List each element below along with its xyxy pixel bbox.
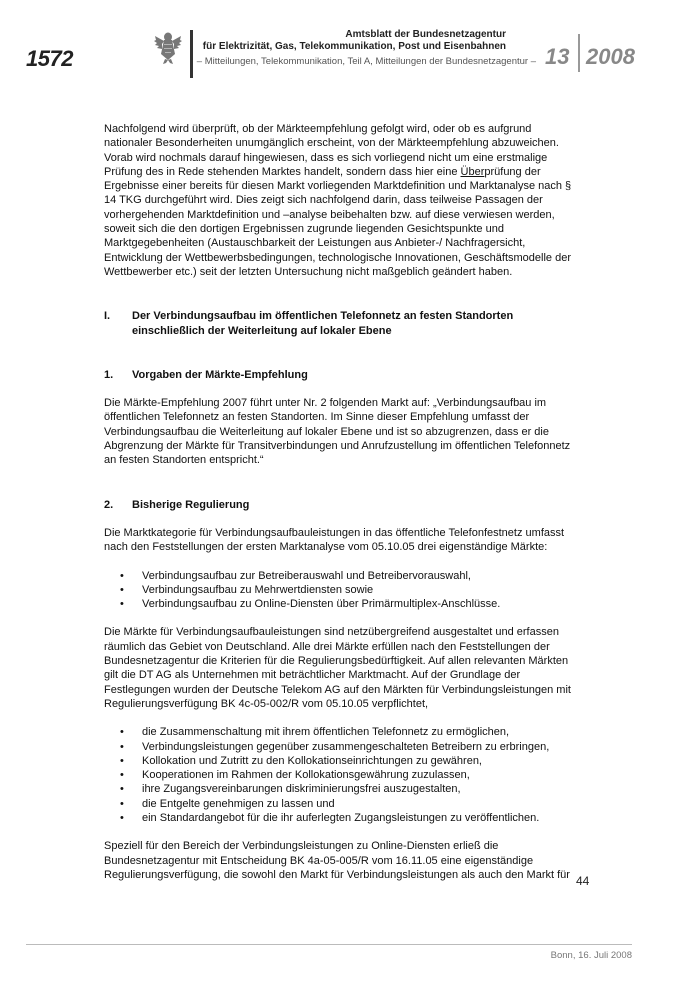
section-1-paragraph: Die Märkte-Empfehlung 2007 führt unter Nr. 2 folgenden Markt auf: „Verbindungsaufbau im öffentlichen Telefonnetz an festen Standorten. Im Sinne dieser Empfehlung umfasst der Verbindungsaufbau die Weiterleitung auf lokaler Ebene und ist so abzugrenzen, dass er die Abgrenzung der Märkte für Transitverbindungen und Anrufzustellung im öffentlichen Telefonnetz an festen Standorten entspricht.“: [104, 397, 571, 467]
document-body: [104, 122, 574, 882]
issue-divider: [578, 34, 580, 72]
obligations-list: [104, 725, 574, 825]
underlined-word: Über: [460, 165, 485, 178]
section-number: I.: [104, 310, 111, 323]
list-item: • Verbindungsleistungen gegenüber zusammengeschalteten Betreibern zu erbringen,: [104, 740, 574, 754]
footer-date: Bonn, 16. Juli 2008: [550, 950, 632, 961]
list-item: • ein Standardangebot für die ihr auferlegten Zugangsleistungen zu veröffentlichen.: [104, 811, 574, 825]
journal-section: – Mitteilungen, Telekommunikation, Teil A, Mitteilungen der Bundesnetzagentur –: [196, 56, 536, 67]
section-2-paragraph-3: Speziell für den Bereich der Verbindungsleistungen zu Online-Diensten erließ die Bundesnetzagentur mit Entscheidung BK 4a-05-005/R vom 16.11.05 eine eigenständige Regulierungsverfügung, die sowohl den Markt für Verbindungsleistungen als auch den Markt für: [104, 840, 570, 881]
section-number: 1.: [104, 368, 114, 381]
section-2-paragraph-1: Die Marktkategorie für Verbindungsaufbauleistungen in das öffentliche Telefonfestnetz umfasst nach den Feststellungen der ersten Marktanalyse vom 05.10.05 drei eigenständige Märkte:: [104, 526, 565, 554]
intro-paragraph: Nachfolgend wird überprüft, ob der Märkteempfehlung gefolgt wird, oder ob es aufgrund nationaler Besonderheiten unumgänglich erscheint, von der Märkteempfehlung abzuweichen. Vorab wird nochmals darauf hingewiesen, dass es sich vorliegend nicht um eine erstmalige Prüfung des in Rede stehenden Marktes handelt, sondern dass hier eine Überprüfung der Ergebnisse einer bereits für diesen Markt vorliegenden Marktdefinition und Marktanalyse nach § 14 TKG durchgeführt wird. Dies zeigt sich nachfolgend darin, dass teilweise Passagen der vorhergehenden Marktdefinition und –analyse beibehalten bzw. auf diese verwiesen werden, soweit sich die den dortigen Ergebnissen zugrunde liegenden Gesichtspunkte und Marktgegebenheiten (Austauschbarkeit der Leistungen aus Anbieter-/ Nachfragersicht, Entwicklung der Wettbewerbsbedingungen, technologische Innovationen, Geschäftsmodelle der Wettbewerber etc.) seit der letzten Untersuchung nicht maßgeblich geändert haben.: [104, 123, 572, 278]
list-item: • Verbindungsaufbau zu Online-Diensten über Primärmultiplex-Anschlüsse.: [104, 597, 574, 611]
list-item: • Kollokation und Zutritt zu den Kollokationseinrichtungen zu gewähren,: [104, 754, 574, 768]
section-2-paragraph-2: Die Märkte für Verbindungsaufbauleistungen sind netzübergreifend ausgestaltet und erfassen räumlich das Gebiet von Deutschland. Alle drei Märkte erfüllen nach den Feststellungen der Bundesnetzagentur die Kriterien für die Regulierungsbedürftigkeit. Auf allen relevanten Märkten gilt die DT AG als Unternehmen mit beträchtlicher Marktmacht. Auf der Grundlage der Festlegungen wurden der Deutsche Telekom AG auf den Märkten für Verbindungsleistungen mit Regulierungsverfügung BK 4c-05-002/R vom 05.10.05 verpflichtet,: [104, 626, 571, 710]
document-page-number: 44: [576, 874, 590, 888]
section-1-heading: [104, 368, 574, 382]
page-number: 1572: [26, 46, 73, 71]
section-number: 2.: [104, 498, 114, 511]
header-divider: [190, 30, 193, 78]
section-title: Vorgaben der Märkte-Empfehlung: [132, 368, 308, 381]
list-item: • ihre Zugangsvereinbarungen diskriminierungsfrei auszugestalten,: [104, 782, 574, 796]
list-item: • Kooperationen im Rahmen der Kollokationsgewährung zuzulassen,: [104, 768, 574, 782]
list-item: • die Zusammenschaltung mit ihrem öffentlichen Telefonnetz zu ermöglichen,: [104, 725, 574, 739]
list-item: • die Entgelte genehmigen zu lassen und: [104, 797, 574, 811]
section-2-heading: [104, 498, 574, 512]
list-item: • Verbindungsaufbau zu Mehrwertdiensten sowie: [104, 583, 574, 597]
markets-list: [104, 569, 574, 612]
footer-divider: [26, 944, 632, 945]
issue-year: 2008: [586, 44, 635, 69]
journal-subtitle: für Elektrizität, Gas, Telekommunikation, Post und Eisenbahnen: [202, 41, 506, 52]
section-title: Der Verbindungsaufbau im öffentlichen Telefonnetz an festen Standorten einschließlich der Weiterleitung auf lokaler Ebene: [132, 310, 514, 337]
section-title: Bisherige Regulierung: [132, 498, 250, 511]
journal-title: Amtsblatt der Bundesnetzagentur: [345, 29, 506, 40]
federal-eagle-icon: [154, 30, 182, 64]
issue-number: 13: [545, 44, 570, 69]
list-item: • Verbindungsaufbau zur Betreiberauswahl und Betreibervorauswahl,: [104, 569, 574, 583]
section-I-heading: [104, 309, 574, 338]
